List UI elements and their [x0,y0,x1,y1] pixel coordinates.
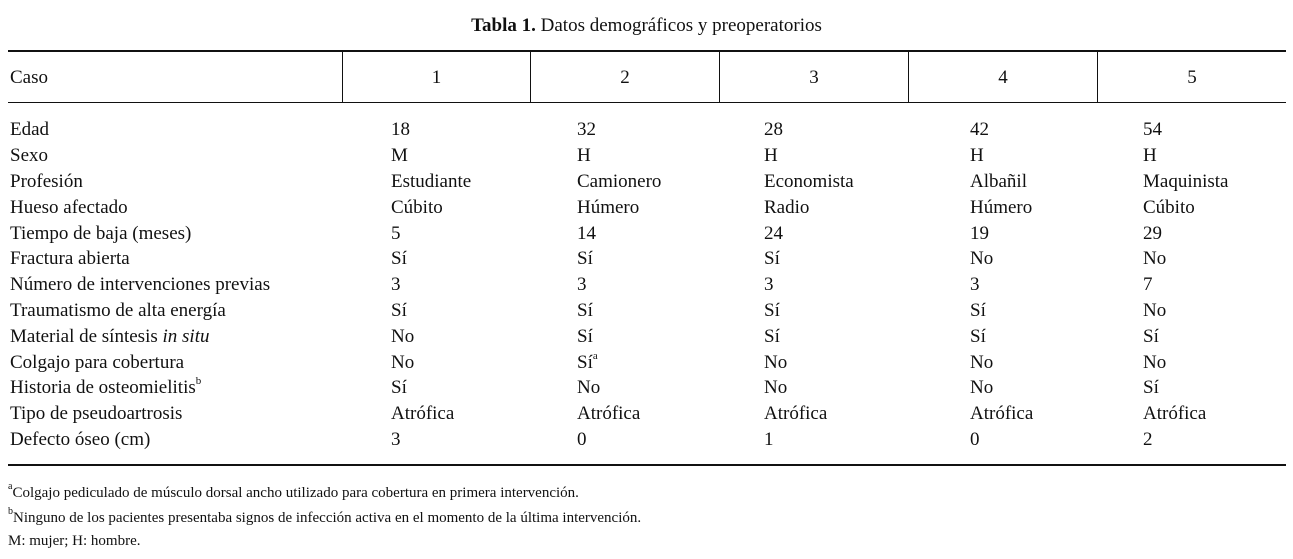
cell-value: 29 [1143,223,1162,244]
cell-value: 42 [970,119,989,140]
cell-case-5 [1143,350,1166,376]
row-label-text: Defecto óseo (cm) [10,429,151,450]
cell-value: Cúbito [1143,197,1195,218]
row-label-text: Colgajo para cobertura [10,352,185,373]
cell-value: No [764,352,788,373]
cell-value: Sí [1143,377,1159,398]
top-rule [8,50,1286,52]
cell-value: Sí [577,326,593,347]
cell-case-1 [391,350,414,376]
footnote-text: Colgajo pediculado de músculo dorsal ancho utilizado para cobertura en primera intervención. [12,485,579,501]
cell-case-4 [970,117,989,143]
header-rule [8,102,1286,103]
row-label [10,298,226,324]
row-label [10,195,128,221]
cell-case-2 [577,401,640,427]
table-row [0,350,1293,376]
table-row [0,272,1293,298]
cell-value: 14 [577,223,596,244]
header-caso: Caso [10,67,48,88]
cell-case-3 [764,221,783,247]
cell-value: 0 [970,429,980,450]
cell-case-1 [391,195,443,221]
cell-value: 18 [391,119,410,140]
footnote-mark: b [8,506,13,517]
cell-value: Sí [391,248,407,269]
cell-case-3 [764,272,774,298]
header-case-1: 1 [431,67,442,88]
table-row [0,169,1293,195]
row-label-text: Historia de osteomielitis [10,377,196,398]
footnote-mark: a [8,481,13,492]
cell-case-2 [577,143,591,169]
cell-case-4 [970,324,986,350]
cell-value: H [1143,145,1157,166]
row-label [10,272,270,298]
row-label [10,221,191,247]
cell-value: 1 [764,429,774,450]
row-label-italic: in situ [162,326,210,347]
cell-value: 3 [577,274,587,295]
cell-value: 54 [1143,119,1162,140]
cell-value: 32 [577,119,596,140]
cell-case-2 [577,169,661,195]
footnote-mark: b [195,374,202,387]
cell-value: No [1143,300,1167,321]
cell-value: 3 [391,274,401,295]
row-label [10,246,130,272]
table-title-text: Datos demográficos y preoperatorios [535,15,822,36]
footnote-text: Ninguno de los pacientes presentaba signos de infección activa en el momento de la última intervención. [13,510,642,526]
cell-value: Atrófica [970,403,1034,424]
cell-case-5 [1143,143,1157,169]
cell-value: Estudiante [391,171,472,192]
cell-case-3 [764,375,787,401]
table-row [0,117,1293,143]
header-case-2: 2 [620,67,630,88]
cell-case-4 [970,221,989,247]
cell-case-4 [970,272,980,298]
cell-case-1 [391,117,410,143]
table-title [0,14,1293,38]
cell-value: Sí [577,248,593,269]
cell-case-4 [970,298,986,324]
row-label-text: Profesión [10,171,83,192]
cell-case-3 [764,143,778,169]
cell-case-5 [1143,298,1166,324]
cell-case-4 [970,375,993,401]
cell-value: Maquinista [1143,171,1229,192]
row-label [10,401,182,427]
cell-case-1 [391,272,401,298]
cell-case-5 [1143,375,1159,401]
row-label [10,375,201,401]
cell-value: H [764,145,778,166]
cell-case-3 [764,324,780,350]
cell-case-5 [1143,401,1206,427]
cell-value: Cúbito [391,197,443,218]
cell-case-2 [577,324,593,350]
row-label [10,324,209,350]
cell-value: No [1143,352,1167,373]
cell-value: Atrófica [1143,403,1207,424]
cell-value: Sí [391,377,407,398]
cell-case-3 [764,298,780,324]
row-label [10,350,184,376]
cell-value: Húmero [970,197,1033,218]
cell-value: Húmero [577,197,640,218]
cell-value: Sí [1143,326,1159,347]
cell-case-4 [970,169,1027,195]
cell-case-1 [391,143,408,169]
row-label-text: Tipo de pseudoartrosis [10,403,183,424]
row-label-text: Traumatismo de alta energía [10,300,226,321]
table-row [0,375,1293,401]
cell-case-2 [577,350,598,376]
footnote-1 [8,483,579,503]
header-case-3: 3 [809,67,819,88]
cell-value: Albañil [970,171,1027,192]
cell-case-1 [391,169,471,195]
table-row [0,427,1293,453]
cell-case-4 [970,195,1032,221]
cell-case-2 [577,117,596,143]
cell-case-5 [1143,272,1153,298]
table-row [0,246,1293,272]
cell-value: 28 [764,119,783,140]
table-row [0,401,1293,427]
row-label-text: Fractura abierta [10,248,130,269]
cell-case-5 [1143,427,1153,453]
row-label [10,427,150,453]
cell-value: Sí [764,300,780,321]
cell-case-5 [1143,169,1229,195]
cell-value: Sí [764,326,780,347]
row-label-text: Número de intervenciones previas [10,274,271,295]
cell-value: Sí [970,300,986,321]
cell-case-3 [764,117,783,143]
cell-case-5 [1143,221,1162,247]
table-row [0,195,1293,221]
cell-value: Atrófica [764,403,828,424]
cell-case-5 [1143,195,1195,221]
row-label-text: Hueso afectado [10,197,128,218]
row-label-text: Sexo [10,145,48,166]
cell-case-1 [391,401,454,427]
cell-value: Sí [577,352,593,373]
cell-case-1 [391,221,401,247]
cell-value: H [970,145,984,166]
row-label [10,143,48,169]
cell-case-4 [970,143,984,169]
footnote-text: M: mujer; H: hombre. [8,533,141,549]
table-row [0,298,1293,324]
cell-value: 3 [764,274,774,295]
cell-value: No [970,352,994,373]
cell-case-5 [1143,324,1159,350]
cell-value: Atrófica [577,403,641,424]
row-label-text: Tiempo de baja (meses) [10,223,192,244]
header-case-5: 5 [1187,67,1197,88]
cell-value: Economista [764,171,854,192]
cell-case-1 [391,298,407,324]
cell-case-3 [764,350,787,376]
cell-value: Sí [970,326,986,347]
cell-case-3 [764,246,780,272]
cell-case-4 [970,350,993,376]
cell-value: No [577,377,601,398]
bottom-rule [8,464,1286,466]
cell-value: 3 [391,429,401,450]
cell-value: Sí [577,300,593,321]
cell-case-5 [1143,117,1162,143]
cell-value: No [970,248,994,269]
cell-case-1 [391,324,414,350]
cell-value: Camionero [577,171,662,192]
footnote-2 [8,508,641,528]
cell-value: 3 [970,274,980,295]
cell-value: Sí [764,248,780,269]
cell-value: Atrófica [391,403,455,424]
footnote-3 [8,531,140,551]
footnote-mark: a [592,349,598,362]
cell-value: 2 [1143,429,1153,450]
cell-case-2 [577,221,596,247]
row-label-text: Edad [10,119,50,140]
cell-case-1 [391,427,401,453]
cell-case-3 [764,401,827,427]
cell-value: 24 [764,223,783,244]
table-row [0,221,1293,247]
cell-value: No [970,377,994,398]
cell-value: No [764,377,788,398]
cell-case-3 [764,195,809,221]
table-row [0,324,1293,350]
cell-case-4 [970,427,980,453]
cell-case-3 [764,427,774,453]
cell-value: 7 [1143,274,1153,295]
cell-case-5 [1143,246,1166,272]
cell-value: Sí [391,300,407,321]
cell-value: 19 [970,223,989,244]
table-title-bold: Tabla 1. [471,15,536,36]
row-label [10,117,49,143]
cell-case-2 [577,375,600,401]
cell-value: H [577,145,591,166]
cell-case-2 [577,246,593,272]
cell-case-4 [970,246,993,272]
row-label [10,169,83,195]
cell-value: Radio [764,197,810,218]
cell-case-4 [970,401,1033,427]
cell-case-1 [391,375,407,401]
cell-value: No [391,326,415,347]
cell-value: No [1143,248,1167,269]
header-case-4: 4 [998,67,1008,88]
cell-case-2 [577,195,639,221]
cell-value: 5 [391,223,401,244]
cell-case-2 [577,272,587,298]
cell-value: 0 [577,429,587,450]
cell-case-3 [764,169,854,195]
row-label-text: Material de síntesis [10,326,163,347]
table-row [0,143,1293,169]
cell-value: M [391,145,408,166]
cell-case-2 [577,427,587,453]
cell-case-1 [391,246,407,272]
cell-value: No [391,352,415,373]
cell-case-2 [577,298,593,324]
